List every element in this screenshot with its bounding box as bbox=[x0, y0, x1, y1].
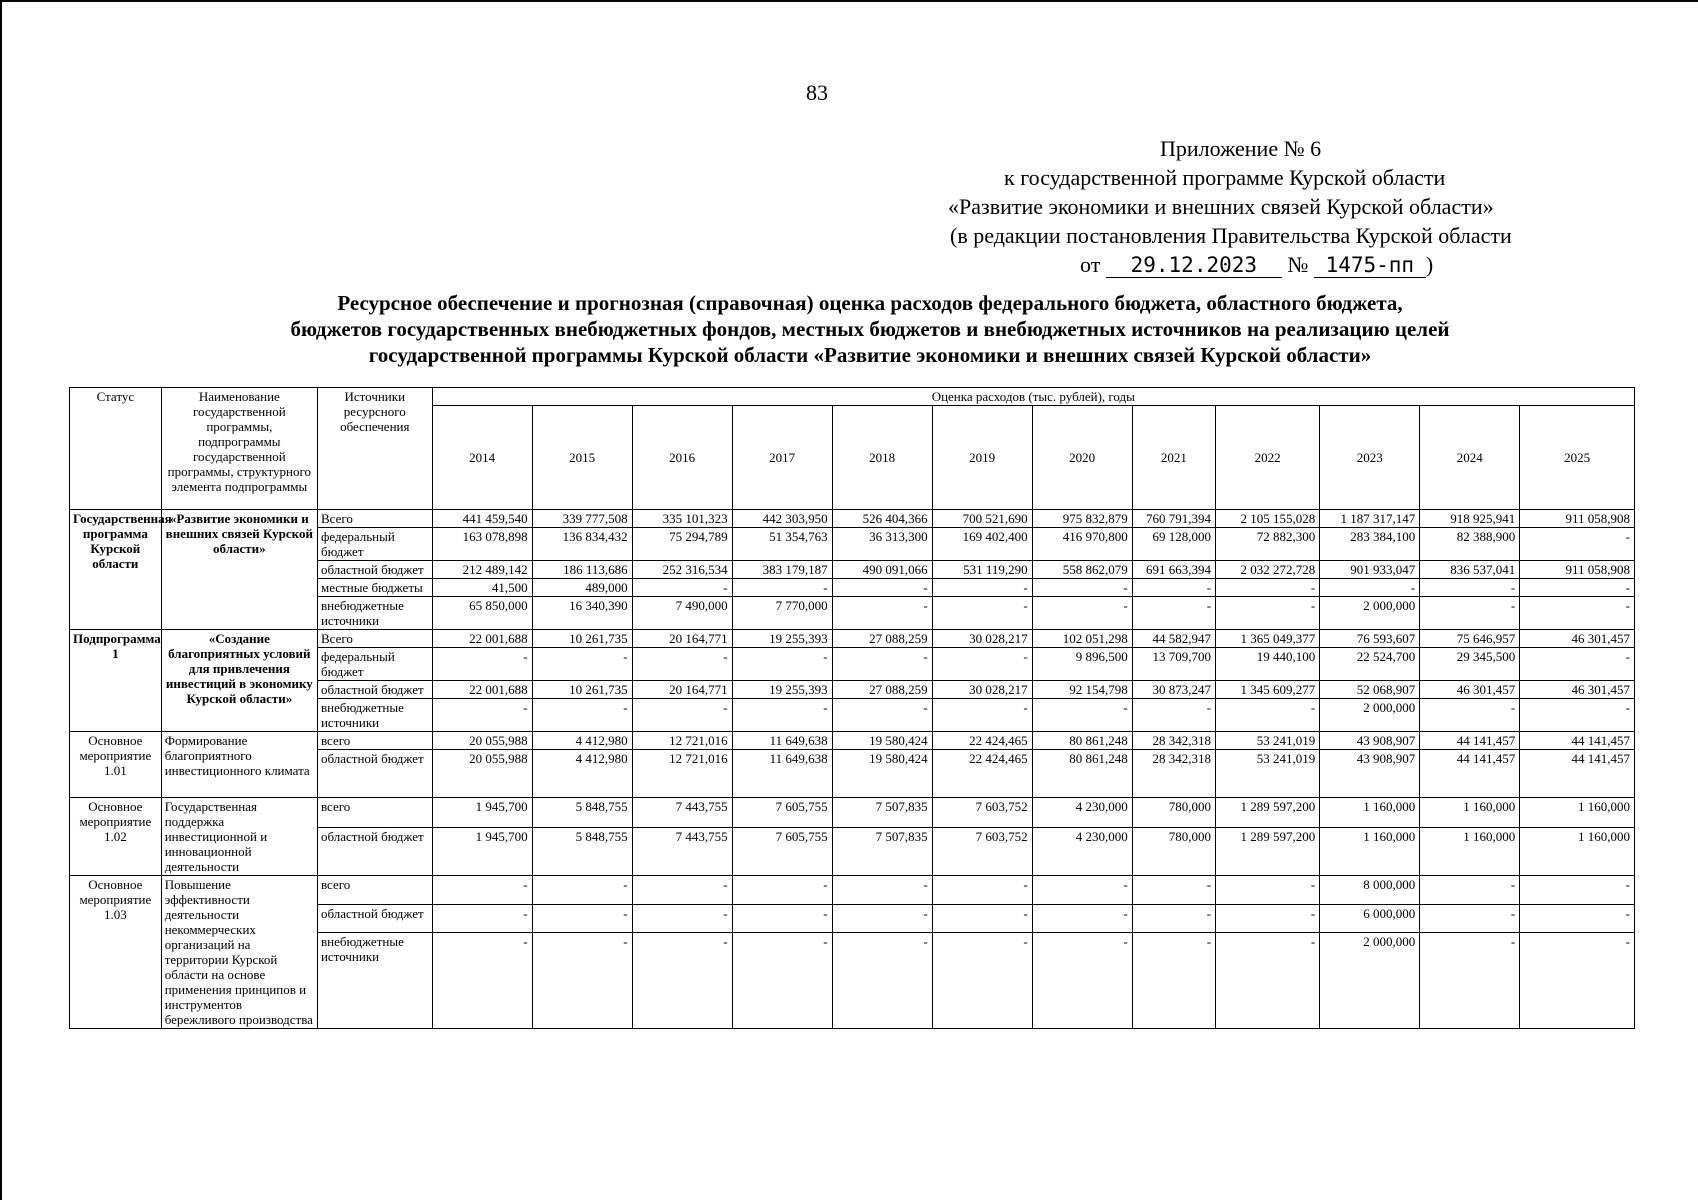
value-cell: - bbox=[532, 933, 632, 1029]
value-cell: - bbox=[432, 699, 532, 732]
value-cell: - bbox=[732, 933, 832, 1029]
year-header: 2015 bbox=[532, 406, 632, 510]
value-cell: 7 603,752 bbox=[932, 798, 1032, 828]
row-source: Всего bbox=[317, 630, 432, 648]
value-cell: 169 402,400 bbox=[932, 528, 1032, 561]
value-cell: 44 141,457 bbox=[1420, 750, 1520, 798]
value-cell: 7 605,755 bbox=[732, 798, 832, 828]
value-cell: 489,000 bbox=[532, 579, 632, 597]
table-row bbox=[70, 732, 1635, 750]
value-cell: 80 861,248 bbox=[1032, 750, 1132, 798]
value-cell: 65 850,000 bbox=[432, 597, 532, 630]
value-cell: - bbox=[432, 648, 532, 681]
row-source: всего bbox=[317, 798, 432, 828]
row-source: областной бюджет bbox=[317, 681, 432, 699]
value-cell: 75 646,957 bbox=[1420, 630, 1520, 648]
row-name: Государственная поддержка инвестиционной и инновационной деятельности bbox=[161, 798, 317, 876]
value-cell: 51 354,763 bbox=[732, 528, 832, 561]
value-cell: - bbox=[1520, 579, 1635, 597]
value-cell: 1 160,000 bbox=[1420, 798, 1520, 828]
value-cell: 416 970,800 bbox=[1032, 528, 1132, 561]
value-cell: - bbox=[732, 876, 832, 905]
value-cell: - bbox=[1520, 876, 1635, 905]
value-cell: - bbox=[432, 876, 532, 905]
value-cell: 46 301,457 bbox=[1520, 630, 1635, 648]
value-cell: - bbox=[832, 876, 932, 905]
value-cell: 1 345 609,277 bbox=[1216, 681, 1320, 699]
year-header: 2022 bbox=[1216, 406, 1320, 510]
value-cell: - bbox=[1420, 904, 1520, 933]
value-cell: - bbox=[1420, 579, 1520, 597]
value-cell: 19 255,393 bbox=[732, 681, 832, 699]
value-cell: 22 424,465 bbox=[932, 732, 1032, 750]
value-cell: 136 834,432 bbox=[532, 528, 632, 561]
value-cell: - bbox=[632, 876, 732, 905]
value-cell: - bbox=[532, 648, 632, 681]
value-cell: 19 440,100 bbox=[1216, 648, 1320, 681]
value-cell: - bbox=[532, 876, 632, 905]
row-name: «Развитие экономики и внешних связей Курской области» bbox=[161, 510, 317, 630]
value-cell: - bbox=[832, 648, 932, 681]
value-cell: 1 187 317,147 bbox=[1320, 510, 1420, 528]
value-cell: - bbox=[732, 648, 832, 681]
value-cell: 383 179,187 bbox=[732, 561, 832, 579]
value-cell: - bbox=[632, 933, 732, 1029]
value-cell: - bbox=[832, 597, 932, 630]
value-cell: - bbox=[932, 648, 1032, 681]
row-source: всего bbox=[317, 876, 432, 905]
value-cell: 43 908,907 bbox=[1320, 732, 1420, 750]
row-source: внебюджетные источники bbox=[317, 597, 432, 630]
value-cell: 10 261,735 bbox=[532, 681, 632, 699]
value-cell: 22 001,688 bbox=[432, 681, 532, 699]
year-header: 2023 bbox=[1320, 406, 1420, 510]
row-source: всего bbox=[317, 732, 432, 750]
value-cell: 1 160,000 bbox=[1320, 828, 1420, 876]
heading-line-2: бюджетов государственных внебюджетных фондов, местных бюджетов и внебюджетных источников на реализацию целей bbox=[290, 317, 1450, 341]
value-cell: 46 301,457 bbox=[1520, 681, 1635, 699]
value-cell: - bbox=[1132, 597, 1215, 630]
header-source: Источники ресурсного обеспечения bbox=[317, 388, 432, 510]
row-source: областной бюджет bbox=[317, 904, 432, 933]
value-cell: - bbox=[832, 904, 932, 933]
value-cell: - bbox=[932, 904, 1032, 933]
budget-table bbox=[69, 387, 1635, 1029]
value-cell: 76 593,607 bbox=[1320, 630, 1420, 648]
value-cell: - bbox=[1420, 876, 1520, 905]
value-cell: 20 055,988 bbox=[432, 732, 532, 750]
value-cell: 4 230,000 bbox=[1032, 798, 1132, 828]
year-header: 2019 bbox=[932, 406, 1032, 510]
value-cell: 19 580,424 bbox=[832, 750, 932, 798]
year-header: 2017 bbox=[732, 406, 832, 510]
value-cell: 1 945,700 bbox=[432, 798, 532, 828]
value-cell: 283 384,100 bbox=[1320, 528, 1420, 561]
year-header: 2024 bbox=[1420, 406, 1520, 510]
value-cell: 44 141,457 bbox=[1520, 732, 1635, 750]
value-cell: - bbox=[432, 933, 532, 1029]
value-cell: - bbox=[1216, 904, 1320, 933]
value-cell: 1 289 597,200 bbox=[1216, 798, 1320, 828]
value-cell: 901 933,047 bbox=[1320, 561, 1420, 579]
value-cell: - bbox=[1216, 579, 1320, 597]
value-cell: 2 032 272,728 bbox=[1216, 561, 1320, 579]
value-cell: 335 101,323 bbox=[632, 510, 732, 528]
value-cell: 11 649,638 bbox=[732, 732, 832, 750]
value-cell: 918 925,941 bbox=[1420, 510, 1520, 528]
value-cell: 41,500 bbox=[432, 579, 532, 597]
heading-line-3: государственной программы Курской области «Развитие экономики и внешних связей Курской области» bbox=[368, 343, 1372, 367]
document-heading bbox=[70, 290, 1670, 368]
value-cell: 163 078,898 bbox=[432, 528, 532, 561]
value-cell: 339 777,508 bbox=[532, 510, 632, 528]
value-cell: - bbox=[832, 579, 932, 597]
value-cell: 28 342,318 bbox=[1132, 750, 1215, 798]
value-cell: 30 028,217 bbox=[932, 630, 1032, 648]
value-cell: 7 490,000 bbox=[632, 597, 732, 630]
value-cell: 20 055,988 bbox=[432, 750, 532, 798]
value-cell: - bbox=[1032, 579, 1132, 597]
appendix-block bbox=[900, 134, 1690, 279]
date-prefix: от bbox=[1080, 252, 1101, 277]
value-cell: 975 832,879 bbox=[1032, 510, 1132, 528]
value-cell: - bbox=[1216, 597, 1320, 630]
value-cell: 44 141,457 bbox=[1420, 732, 1520, 750]
value-cell: 252 316,534 bbox=[632, 561, 732, 579]
page-number: 83 bbox=[806, 80, 828, 105]
row-name: Формирование благоприятного инвестиционного климата bbox=[161, 732, 317, 798]
row-source: областной бюджет bbox=[317, 561, 432, 579]
value-cell: - bbox=[1520, 933, 1635, 1029]
value-cell: 44 582,947 bbox=[1132, 630, 1215, 648]
value-cell: 27 088,259 bbox=[832, 630, 932, 648]
value-cell: 8 000,000 bbox=[1320, 876, 1420, 905]
row-status: Государственная программа Курской области bbox=[70, 510, 162, 630]
scan-edge-left bbox=[0, 0, 2, 1200]
value-cell: 5 848,755 bbox=[532, 828, 632, 876]
value-cell: 82 388,900 bbox=[1420, 528, 1520, 561]
value-cell: 27 088,259 bbox=[832, 681, 932, 699]
value-cell: 36 313,300 bbox=[832, 528, 932, 561]
row-status: Основное мероприятие 1.02 bbox=[70, 798, 162, 876]
decree-date: 29.12.2023 bbox=[1106, 253, 1282, 278]
decree-number: 1475-пп bbox=[1314, 253, 1426, 278]
row-name: «Создание благоприятных условий для привлечения инвестиций в экономику Курской области» bbox=[161, 630, 317, 732]
year-header: 2016 bbox=[632, 406, 732, 510]
value-cell: - bbox=[1032, 699, 1132, 732]
value-cell: - bbox=[1032, 904, 1132, 933]
value-cell: - bbox=[1132, 699, 1215, 732]
year-header: 2014 bbox=[432, 406, 532, 510]
value-cell: 212 489,142 bbox=[432, 561, 532, 579]
value-cell: 1 365 049,377 bbox=[1216, 630, 1320, 648]
value-cell: 19 580,424 bbox=[832, 732, 932, 750]
appendix-line-program-name: «Развитие экономики и внешних связей Курской области» bbox=[948, 194, 1494, 219]
value-cell: 490 091,066 bbox=[832, 561, 932, 579]
value-cell: 22 524,700 bbox=[1320, 648, 1420, 681]
row-status: Основное мероприятие 1.01 bbox=[70, 732, 162, 798]
value-cell: 29 345,500 bbox=[1420, 648, 1520, 681]
value-cell: - bbox=[932, 876, 1032, 905]
value-cell: 186 113,686 bbox=[532, 561, 632, 579]
value-cell: 4 412,980 bbox=[532, 732, 632, 750]
appendix-line-program: к государственной программе Курской области bbox=[1004, 165, 1446, 190]
value-cell: 53 241,019 bbox=[1216, 750, 1320, 798]
value-cell: 20 164,771 bbox=[632, 630, 732, 648]
value-cell: 19 255,393 bbox=[732, 630, 832, 648]
value-cell: 2 105 155,028 bbox=[1216, 510, 1320, 528]
value-cell: 28 342,318 bbox=[1132, 732, 1215, 750]
value-cell: - bbox=[732, 904, 832, 933]
value-cell: - bbox=[1520, 904, 1635, 933]
appendix-line-edition: (в редакции постановления Правительства Курской области bbox=[950, 223, 1512, 248]
value-cell: - bbox=[1520, 699, 1635, 732]
value-cell: - bbox=[1420, 699, 1520, 732]
value-cell: 7 507,835 bbox=[832, 828, 932, 876]
value-cell: - bbox=[1520, 648, 1635, 681]
value-cell: - bbox=[832, 933, 932, 1029]
value-cell: 691 663,394 bbox=[1132, 561, 1215, 579]
value-cell: - bbox=[1132, 876, 1215, 905]
value-cell: 13 709,700 bbox=[1132, 648, 1215, 681]
value-cell: 12 721,016 bbox=[632, 732, 732, 750]
value-cell: - bbox=[532, 904, 632, 933]
appendix-title: Приложение № 6 bbox=[1160, 136, 1322, 161]
value-cell: 102 051,298 bbox=[1032, 630, 1132, 648]
value-cell: 760 791,394 bbox=[1132, 510, 1215, 528]
value-cell: - bbox=[832, 699, 932, 732]
row-source: Всего bbox=[317, 510, 432, 528]
value-cell: 22 424,465 bbox=[932, 750, 1032, 798]
value-cell: 20 164,771 bbox=[632, 681, 732, 699]
value-cell: 526 404,366 bbox=[832, 510, 932, 528]
value-cell: - bbox=[632, 699, 732, 732]
value-cell: 7 603,752 bbox=[932, 828, 1032, 876]
header-name: Наименование государственной программы, подпрограммы государственной программы, структурного элемента подпрограммы bbox=[161, 388, 317, 510]
value-cell: 700 521,690 bbox=[932, 510, 1032, 528]
value-cell: - bbox=[1132, 904, 1215, 933]
value-cell: - bbox=[1216, 876, 1320, 905]
header-estimate: Оценка расходов (тыс. рублей), годы bbox=[432, 388, 1634, 406]
value-cell: 6 000,000 bbox=[1320, 904, 1420, 933]
value-cell: 43 908,907 bbox=[1320, 750, 1420, 798]
value-cell: 780,000 bbox=[1132, 798, 1215, 828]
row-source: областной бюджет bbox=[317, 828, 432, 876]
value-cell: 11 649,638 bbox=[732, 750, 832, 798]
value-cell: - bbox=[532, 699, 632, 732]
value-cell: 780,000 bbox=[1132, 828, 1215, 876]
appendix-date-line bbox=[900, 250, 1690, 279]
value-cell: 5 848,755 bbox=[532, 798, 632, 828]
table-row bbox=[70, 510, 1635, 528]
year-header: 2025 bbox=[1520, 406, 1635, 510]
value-cell: 9 896,500 bbox=[1032, 648, 1132, 681]
row-status: Подпрограмма 1 bbox=[70, 630, 162, 732]
year-header: 2021 bbox=[1132, 406, 1215, 510]
value-cell: 836 537,041 bbox=[1420, 561, 1520, 579]
value-cell: - bbox=[1032, 597, 1132, 630]
value-cell: 1 289 597,200 bbox=[1216, 828, 1320, 876]
value-cell: 2 000,000 bbox=[1320, 699, 1420, 732]
value-cell: - bbox=[1216, 699, 1320, 732]
table-row bbox=[70, 876, 1635, 905]
number-prefix: № bbox=[1287, 252, 1309, 277]
value-cell: - bbox=[1032, 933, 1132, 1029]
value-cell: - bbox=[1420, 597, 1520, 630]
value-cell: 44 141,457 bbox=[1520, 750, 1635, 798]
value-cell: 911 058,908 bbox=[1520, 510, 1635, 528]
value-cell: 2 000,000 bbox=[1320, 597, 1420, 630]
year-header: 2020 bbox=[1032, 406, 1132, 510]
value-cell: 558 862,079 bbox=[1032, 561, 1132, 579]
value-cell: 2 000,000 bbox=[1320, 933, 1420, 1029]
row-source: внебюджетные источники bbox=[317, 699, 432, 732]
table-header-row bbox=[70, 388, 1635, 406]
value-cell: 12 721,016 bbox=[632, 750, 732, 798]
value-cell: 53 241,019 bbox=[1216, 732, 1320, 750]
value-cell: - bbox=[1032, 876, 1132, 905]
value-cell: 7 443,755 bbox=[632, 798, 732, 828]
value-cell: 7 507,835 bbox=[832, 798, 932, 828]
value-cell: 16 340,390 bbox=[532, 597, 632, 630]
value-cell: 911 058,908 bbox=[1520, 561, 1635, 579]
value-cell: - bbox=[1320, 579, 1420, 597]
value-cell: - bbox=[732, 699, 832, 732]
value-cell: 1 160,000 bbox=[1420, 828, 1520, 876]
value-cell: - bbox=[732, 579, 832, 597]
value-cell: 4 230,000 bbox=[1032, 828, 1132, 876]
value-cell: - bbox=[1132, 579, 1215, 597]
table-row bbox=[70, 630, 1635, 648]
row-source: федеральный бюджет bbox=[317, 648, 432, 681]
value-cell: 30 873,247 bbox=[1132, 681, 1215, 699]
value-cell: 1 160,000 bbox=[1520, 828, 1635, 876]
value-cell: 4 412,980 bbox=[532, 750, 632, 798]
value-cell: 92 154,798 bbox=[1032, 681, 1132, 699]
row-source: областной бюджет bbox=[317, 750, 432, 798]
year-header: 2018 bbox=[832, 406, 932, 510]
value-cell: 1 160,000 bbox=[1320, 798, 1420, 828]
value-cell: - bbox=[632, 579, 732, 597]
value-cell: - bbox=[1420, 933, 1520, 1029]
value-cell: - bbox=[632, 648, 732, 681]
value-cell: 22 001,688 bbox=[432, 630, 532, 648]
value-cell: 10 261,735 bbox=[532, 630, 632, 648]
value-cell: 1 160,000 bbox=[1520, 798, 1635, 828]
value-cell: 75 294,789 bbox=[632, 528, 732, 561]
value-cell: 46 301,457 bbox=[1420, 681, 1520, 699]
scan-edge-top bbox=[0, 0, 1698, 2]
value-cell: 441 459,540 bbox=[432, 510, 532, 528]
value-cell: 72 882,300 bbox=[1216, 528, 1320, 561]
heading-line-1: Ресурсное обеспечение и прогнозная (справочная) оценка расходов федерального бюджета, областного бюджета, bbox=[337, 291, 1403, 315]
value-cell: 7 443,755 bbox=[632, 828, 732, 876]
value-cell: - bbox=[1132, 933, 1215, 1029]
value-cell: - bbox=[1216, 933, 1320, 1029]
row-source: внебюджетные источники bbox=[317, 933, 432, 1029]
value-cell: - bbox=[432, 904, 532, 933]
row-name: Повышение эффективности деятельности некоммерческих организаций на территории Курской области на основе применения принципов и инструментов бережливого производства bbox=[161, 876, 317, 1029]
value-cell: 442 303,950 bbox=[732, 510, 832, 528]
value-cell: 80 861,248 bbox=[1032, 732, 1132, 750]
header-status: Статус bbox=[70, 388, 162, 510]
value-cell: 531 119,290 bbox=[932, 561, 1032, 579]
close-paren: ) bbox=[1425, 252, 1434, 277]
row-source: местные бюджеты bbox=[317, 579, 432, 597]
value-cell: - bbox=[1520, 528, 1635, 561]
value-cell: - bbox=[932, 579, 1032, 597]
row-status: Основное мероприятие 1.03 bbox=[70, 876, 162, 1029]
value-cell: - bbox=[932, 699, 1032, 732]
table-row bbox=[70, 798, 1635, 828]
value-cell: 1 945,700 bbox=[432, 828, 532, 876]
value-cell: - bbox=[1520, 597, 1635, 630]
value-cell: 7 605,755 bbox=[732, 828, 832, 876]
value-cell: 52 068,907 bbox=[1320, 681, 1420, 699]
value-cell: 69 128,000 bbox=[1132, 528, 1215, 561]
value-cell: 7 770,000 bbox=[732, 597, 832, 630]
value-cell: 30 028,217 bbox=[932, 681, 1032, 699]
row-source: федеральный бюджет bbox=[317, 528, 432, 561]
value-cell: - bbox=[932, 597, 1032, 630]
value-cell: - bbox=[932, 933, 1032, 1029]
value-cell: - bbox=[632, 904, 732, 933]
